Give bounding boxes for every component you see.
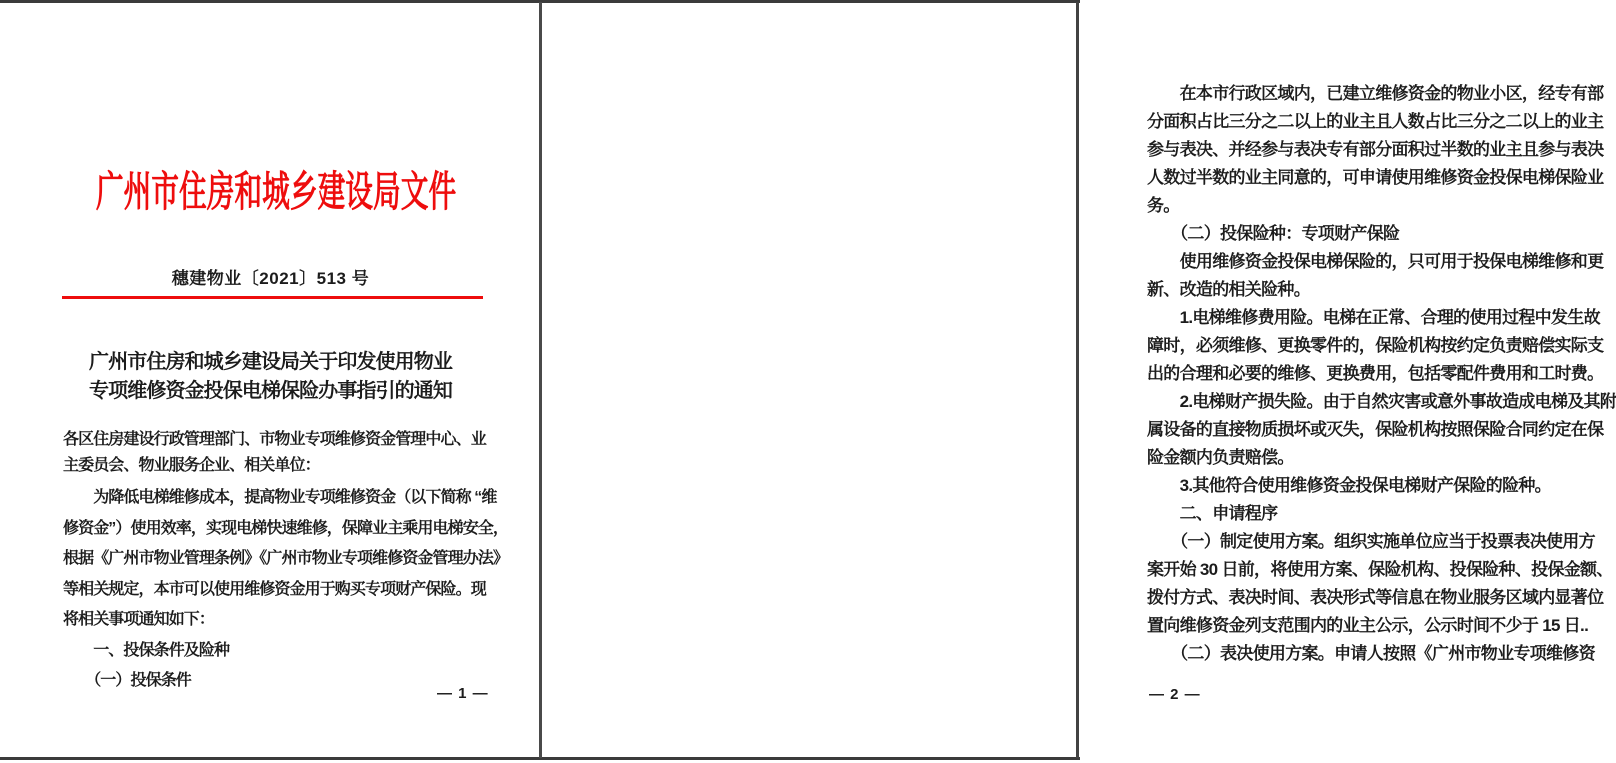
document-title [3,348,538,406]
page-2-number: — 2 — [1149,686,1201,703]
text-line: 广州市住房和城乡建设局关于印发使用物业 [89,351,452,373]
page-1 [0,0,538,763]
text-line: 属设备的直接物质损坏或灭失，保险机构按照保险合同约定在保 [1147,420,1604,439]
red-rule-line [62,296,483,299]
text-line: （二）表决使用方案。申请人按照《广州市物业专项维修资 [1147,644,1595,663]
text-line: 1.电梯维修费用险。电梯在正常、合理的使用过程中发生故 [1147,308,1600,327]
text-line: 专项维修资金投保电梯保险办事指引的通知 [89,380,452,402]
text-line: 等相关规定，本市可以使用维修资金用于购买专项财产保险。现 [63,580,486,598]
text-line: 障时，必须维修、更换零件的，保险机构按约定负责赔偿实际支 [1147,336,1604,355]
text-line: 案开始 30 日前，将使用方案、保险机构、投保险种、投保金额、 [1147,560,1613,579]
text-line: 参与表决、并经参与表决专有部分面积过半数的业主且参与表决 [1147,140,1604,159]
text-line: （一）制定使用方案。组织实施单位应当于投票表决使用方 [1147,532,1595,551]
text-line: 各区住房建设行政管理部门、市物业专项维修资金管理中心、业 [63,431,486,448]
text-line: 新、改造的相关险种。 [1147,280,1310,299]
text-line: 将相关事项通知如下： [63,611,215,628]
text-line: 分面积占比三分之二以上的业主且人数占比三分之二以上的业主 [1147,112,1604,131]
text-line: 一、投保条件及险种 [63,641,230,659]
text-line: 出的合理和必要的维修、更换费用，包括零配件费用和工时费。 [1147,364,1604,383]
text-line: 修资金”）使用效率，实现电梯快速维修，保障业主乘用电梯安全， [63,519,509,537]
agency-letterhead-title [3,169,538,217]
text-line: 根据《广州市物业管理条例》《广州市物业专项维修资金管理办法》 [63,550,509,567]
text-line: 主委员会、物业服务企业、相关单位： [63,457,320,474]
text-line: 二、申请程序 [1147,504,1278,523]
text-line: 2.电梯财产损失险。由于自然灾害或意外事故造成电梯及其附 [1147,392,1616,411]
page-1-body [63,483,523,697]
text-line: 拨付方式、表决时间、表决形式等信息在物业服务区域内显著位 [1147,588,1604,607]
page-2 [542,0,1616,763]
text-line: 务。 [1147,196,1180,215]
text-line: 置向维修资金列支范围内的业主公示，公示时间不少于 15 日.. [1147,616,1589,635]
page-1-number: — 1 — [437,685,489,702]
text-line: 人数过半数的业主同意的，可申请使用维修资金投保电梯保险业 [1147,168,1604,187]
text-line: 在本市行政区域内，已建立维修资金的物业小区，经专有部 [1147,84,1604,103]
document-number: 穗建物业〔2021〕513 号 [171,269,370,288]
page-2-body [1147,80,1616,668]
text-line: 3.其他符合使用维修资金投保电梯财产保险的险种。 [1147,476,1551,495]
agency-letterhead-text: 广州市住房和城乡建设局文件 [95,170,457,216]
text-line: 为降低电梯维修成本，提高物业专项维修资金（以下简称 “维 [63,489,497,506]
text-line: 使用维修资金投保电梯保险的，只可用于投保电梯维修和更 [1147,252,1604,271]
text-line: （一）投保条件 [63,672,191,689]
addressee-paragraph [63,427,523,479]
text-line: 险金额内负责赔偿。 [1147,448,1294,467]
text-line: （二）投保险种：专项财产保险 [1147,224,1400,243]
